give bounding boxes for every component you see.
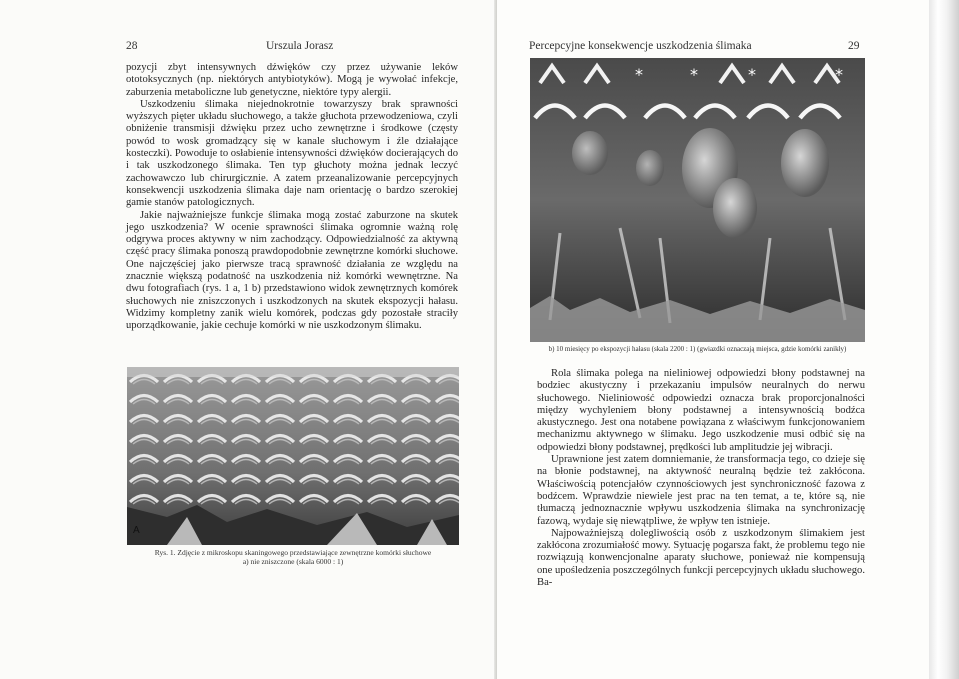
left-running-head: Urszula Jorasz bbox=[266, 40, 334, 52]
right-page-number: 29 bbox=[848, 40, 860, 52]
right-paragraph-2: Uprawnione jest zatem domniemanie, że transformacja tego, co dzieje się na błonie podstawnej, na aktywność neuralną będzie też zakłócona. Właściwością potencjałów czynnościowych jest synchroniczność fazowa z bodźcem. Wprawdzie niewiele jest prac na ten temat, a te, które są, nie tłumaczą jednoznacznie wpływu uszkodzenia ślimaka na synchronizację fazową, wydaje się niewątpliwe, że wpływ ten istnieje. bbox=[537, 454, 865, 527]
figure-1a-photo bbox=[127, 367, 459, 545]
left-body-text bbox=[126, 62, 458, 333]
figure-1b-caption: b) 10 miesięcy po ekspozycji hałasu (skala 2200 : 1) (gwiazdki oznaczają miejsca, gdzie komórki zanikły) bbox=[548, 345, 847, 353]
sem-photo-hair-cells-intact bbox=[127, 367, 459, 545]
right-paragraph-1: Rola ślimaka polega na nieliniowej odpowiedzi błony podstawnej na bodziec akustyczny i przekazaniu impulsów neuralnych do nerwu słuchowego. Nieliniowość odpowiedzi oznacza brak proporcjonalności między wychyleniem błony podstawnej a intensywnością bodźca akustycznego. Jest ona notabene powiązana z właściwym funkcjonowaniem mechanizmu aktywnego w ślimaku. Jego uszkodzenie musi odbić się na odpowiedzi błony podstawnej, prędkości lub amplitudzie jej wibracji. bbox=[537, 368, 865, 453]
figure-1-caption bbox=[127, 548, 459, 566]
right-page bbox=[497, 0, 929, 679]
right-body-text bbox=[537, 368, 865, 589]
caption-line-1: Rys. 1. Zdjęcie z mikroskopu skaningowego przedstawiające zewnętrzne komórki słuchowe bbox=[154, 548, 432, 557]
right-paragraph-3: Najpoważniejszą dolegliwością osób z uszkodzonym ślimakiem jest zakłócona zrozumiałość mowy. Sytuację pogarsza fakt, że problemu tego nie rozwiązują konwencjonalne aparaty słuchowe, ponieważ nie kompensują one upośledzenia poszczególnych funkcji percepcyjnych układu słuchowego. Ba- bbox=[537, 527, 865, 589]
svg-text:*: * bbox=[748, 65, 756, 84]
left-page-number: 28 bbox=[126, 40, 138, 52]
figure-1b-photo bbox=[530, 58, 865, 342]
caption-line-2: a) nie zniszczone (skala 6000 : 1) bbox=[242, 557, 344, 566]
sem-photo-hair-cells-damaged bbox=[530, 58, 865, 342]
figure-label-a: A bbox=[133, 525, 140, 536]
svg-text:*: * bbox=[635, 65, 643, 84]
left-paragraph-3: Jakie najważniejsze funkcje ślimaka mogą zostać zaburzone na skutek jego uszkodzenia? W ocenie sprawności ślimaka ogromnie ważną rolę odgrywa proces aktywny w nim zachodzący. Odpowiedzialność za aktywną część pracy ślimaka ponoszą prawdopodobnie zewnętrzne komórki słuchowe. One najczęściej jako pierwsze tracą sprawność działania ze względu na znacznie większą podatność na uszkodzenia niż komórki wewnętrzne. Na dwu fotografiach (rys. 1 a, 1 b) przedstawiono widok zewnętrznych komórek słuchowych nie zniszczonych i uszkodzonych na skutek ekspozycji hałasu. Widzimy kompletny zanik wielu komórek, podczas gdy pozostałe straciły uporządkowanie, jakie cechuje komórki w nie uszkodzonym ślimaku. bbox=[126, 209, 458, 332]
scanner-edge-shadow bbox=[929, 0, 959, 679]
right-running-head: Percepcyjne konsekwencje uszkodzenia ślimaka bbox=[529, 40, 752, 52]
left-paragraph-1: pozycji zbyt intensywnych dźwięków czy przez używanie leków ototoksycznych (np. niektórych antybiotyków). Mogą je wywołać infekcje, zaburzenia metaboliczne lub genetyczne, niektóre typy alergii. bbox=[126, 62, 458, 98]
svg-text:*: * bbox=[690, 65, 698, 84]
svg-text:*: * bbox=[835, 65, 843, 84]
left-paragraph-2: Uszkodzeniu ślimaka niejednokrotnie towarzyszy brak sprawności wyższych pięter układu słuchowego, a także głuchota przewodzeniowa, czyli obniżenie transmisji dźwięku przez ucho zewnętrzne i środkowe (częsty powód to wosk gromadzący się w kanale słuchowym i źle działające kosteczki). Powoduje to osłabienie intensywności dźwięków docierających do i tak uszkodzonego ślimaka. Ten typ głuchoty można jednak leczyć zachowawczo lub chirurgicznie. A zatem przeanalizowanie percepcyjnych konsekwencji uszkodzenia ślimaka daje nam orientację o bardzo szerokiej gamie stanów patologicznych. bbox=[126, 98, 458, 209]
